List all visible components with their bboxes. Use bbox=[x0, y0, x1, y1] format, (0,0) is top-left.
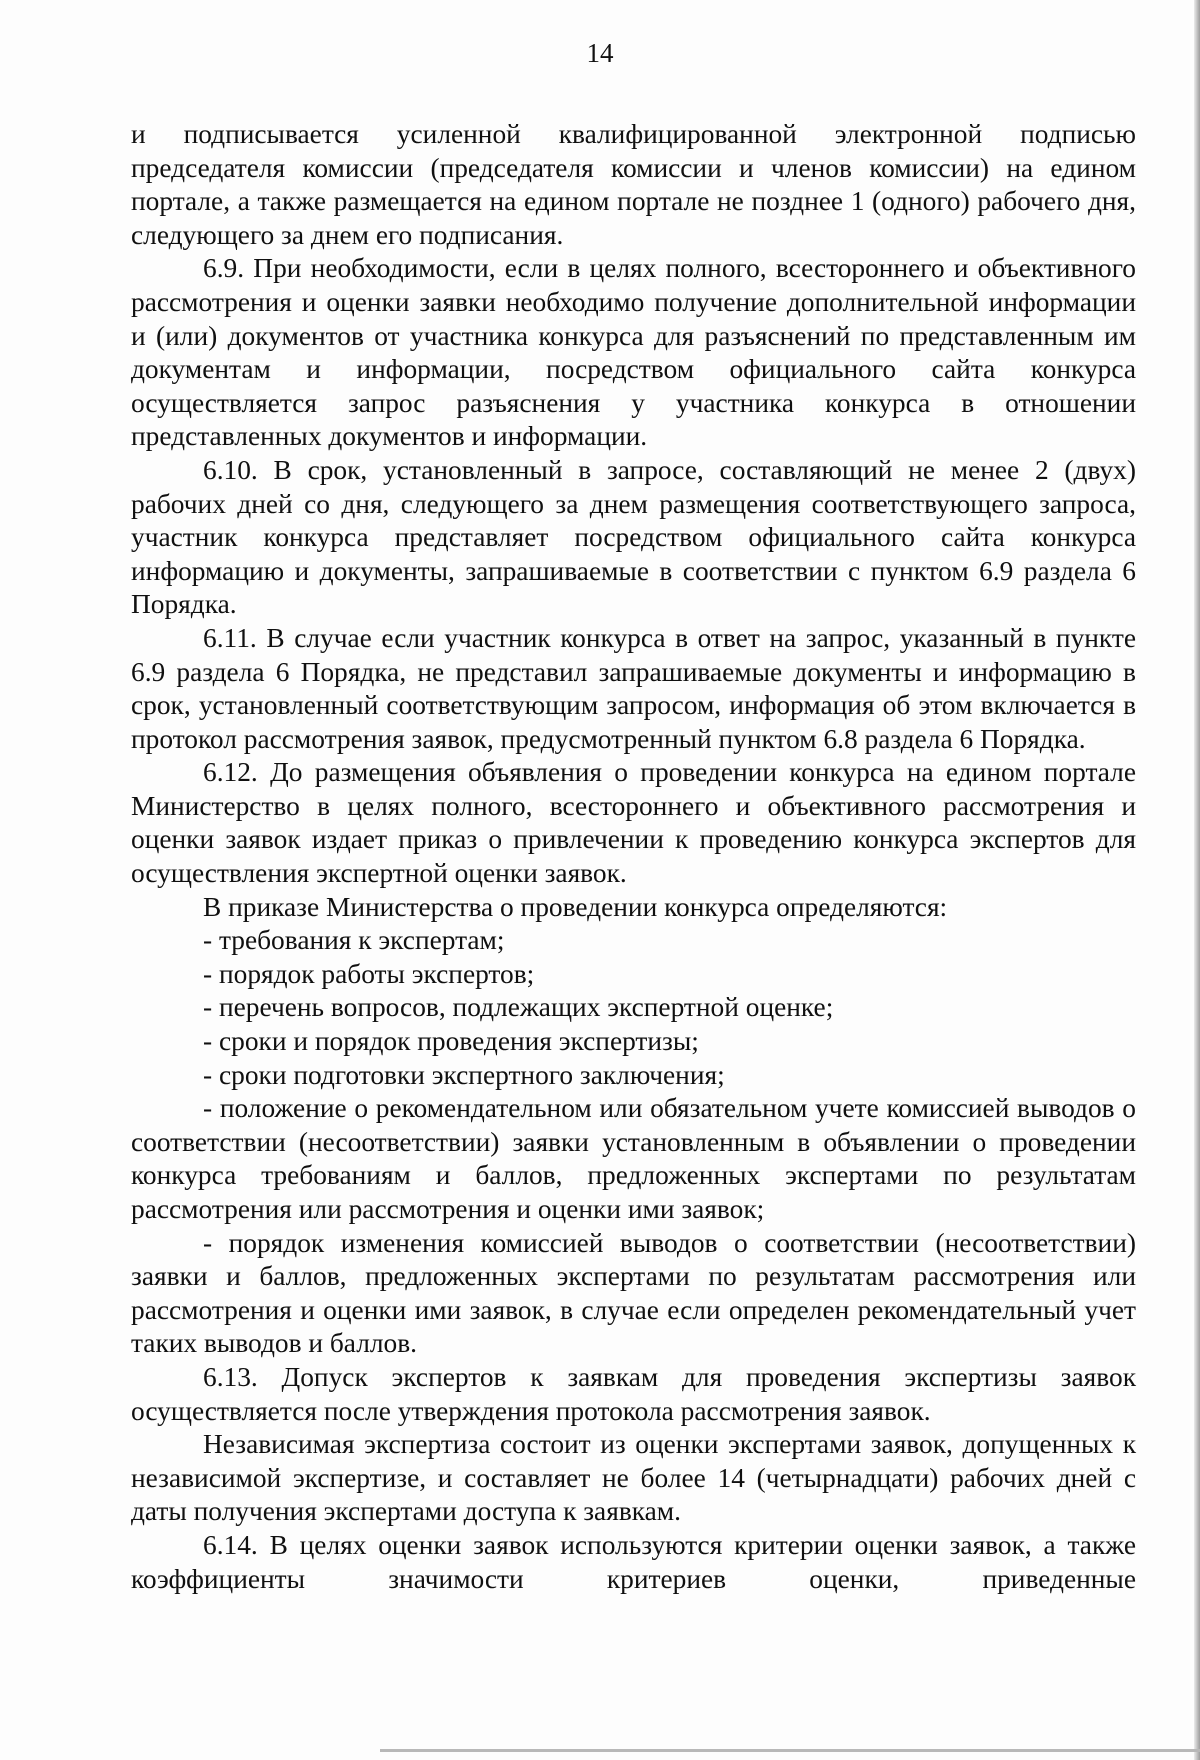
order-intro: В приказе Министерства о проведении конкурса определяются: bbox=[203, 891, 948, 922]
list-item: - перечень вопросов, подлежащих экспертной оценке; bbox=[203, 992, 834, 1023]
paragraph-6-13: 6.13. Допуск экспертов к заявкам для проведения экспертизы заявок осуществляется после утверждения протокола рассмотрения заявок. bbox=[131, 1361, 1136, 1426]
paragraph-6-12: 6.12. До размещения объявления о проведении конкурса на едином портале Министерство в целях полного, всестороннего и объективного рассмотрения и оценки заявок издает приказ о привлечении к проведению конкурса экспертов для осуществления экспертной оценки заявок. bbox=[131, 757, 1136, 889]
list-item: - порядок работы экспертов; bbox=[203, 958, 535, 989]
list-item: - сроки подготовки экспертного заключения; bbox=[203, 1059, 725, 1090]
paragraph-6-11: 6.11. В случае если участник конкурса в ответ на запрос, указанный в пункте 6.9 раздела 6 Порядка, не представил запрашиваемые документы и информацию в срок, установленный соответствующим запросом, информация об этом включается в протокол рассмотрения заявок, предусмотренный пунктом 6.8 раздела 6 Порядка. bbox=[131, 622, 1136, 754]
paragraph-6-10: 6.10. В срок, установленный в запросе, составляющий не менее 2 (двух) рабочих дней со дня, следующего за днем размещения соответствующего запроса, участник конкурса представляет посредством официального сайта конкурса информацию и документы, запрашиваемые в соответствии с пунктом 6.9 раздела 6 Порядка. bbox=[131, 454, 1136, 620]
paragraph-continuation: и подписывается усиленной квалифицированной электронной подписью председателя комиссии (председателя комиссии и членов комиссии) на едином портале, а также размещается на едином портале не позднее 1 (одного) рабочего дня, следующего за днем его подписания. bbox=[131, 119, 1136, 250]
paragraph-6-14: 6.14. В целях оценки заявок используются критерии оценки заявок, а также коэффициенты значимости критериев оценки, приведенные bbox=[131, 1529, 1136, 1594]
page-number: 14 bbox=[586, 38, 614, 68]
paragraph-independent-expertise: Независимая экспертиза состоит из оценки экспертами заявок, допущенных к независимой экспертизе, и составляет не более 14 (четырнадцати) рабочих дней с даты получения экспертами доступа к заявкам. bbox=[131, 1429, 1136, 1527]
list-item: - положение о рекомендательном или обязательном учете комиссией выводов о соответствии (несоответствии) заявки установленным в объявлении о проведении конкурса требованиям и баллов, предложенных экспертами по результатам рассмотрения или рассмотрения и оценки ими заявок; bbox=[131, 1093, 1136, 1224]
scan-bottom-line bbox=[380, 1749, 1200, 1752]
scan-edge bbox=[1194, 0, 1200, 1760]
document-body bbox=[131, 118, 1136, 1596]
list-item: - порядок изменения комиссией выводов о соответствии (несоответствии) заявки и баллов, предложенных экспертами по результатам рассмотрения или рассмотрения и оценки ими заявок, в случае если определен рекомендательный учет таких выводов и баллов. bbox=[131, 1227, 1136, 1359]
list-item: - требования к экспертам; bbox=[203, 925, 505, 956]
list-item: - сроки и порядок проведения экспертизы; bbox=[203, 1026, 699, 1057]
paragraph-6-9: 6.9. При необходимости, если в целях полного, всестороннего и объективного рассмотрения и оценки заявки необходимо получение дополнительной информации и (или) документов от участника конкурса для разъяснений по представленным им документам и информации, посредством официального сайта конкурса осуществляется запрос разъяснения у участника конкурса в отношении представленных документов и информации. bbox=[131, 253, 1136, 452]
